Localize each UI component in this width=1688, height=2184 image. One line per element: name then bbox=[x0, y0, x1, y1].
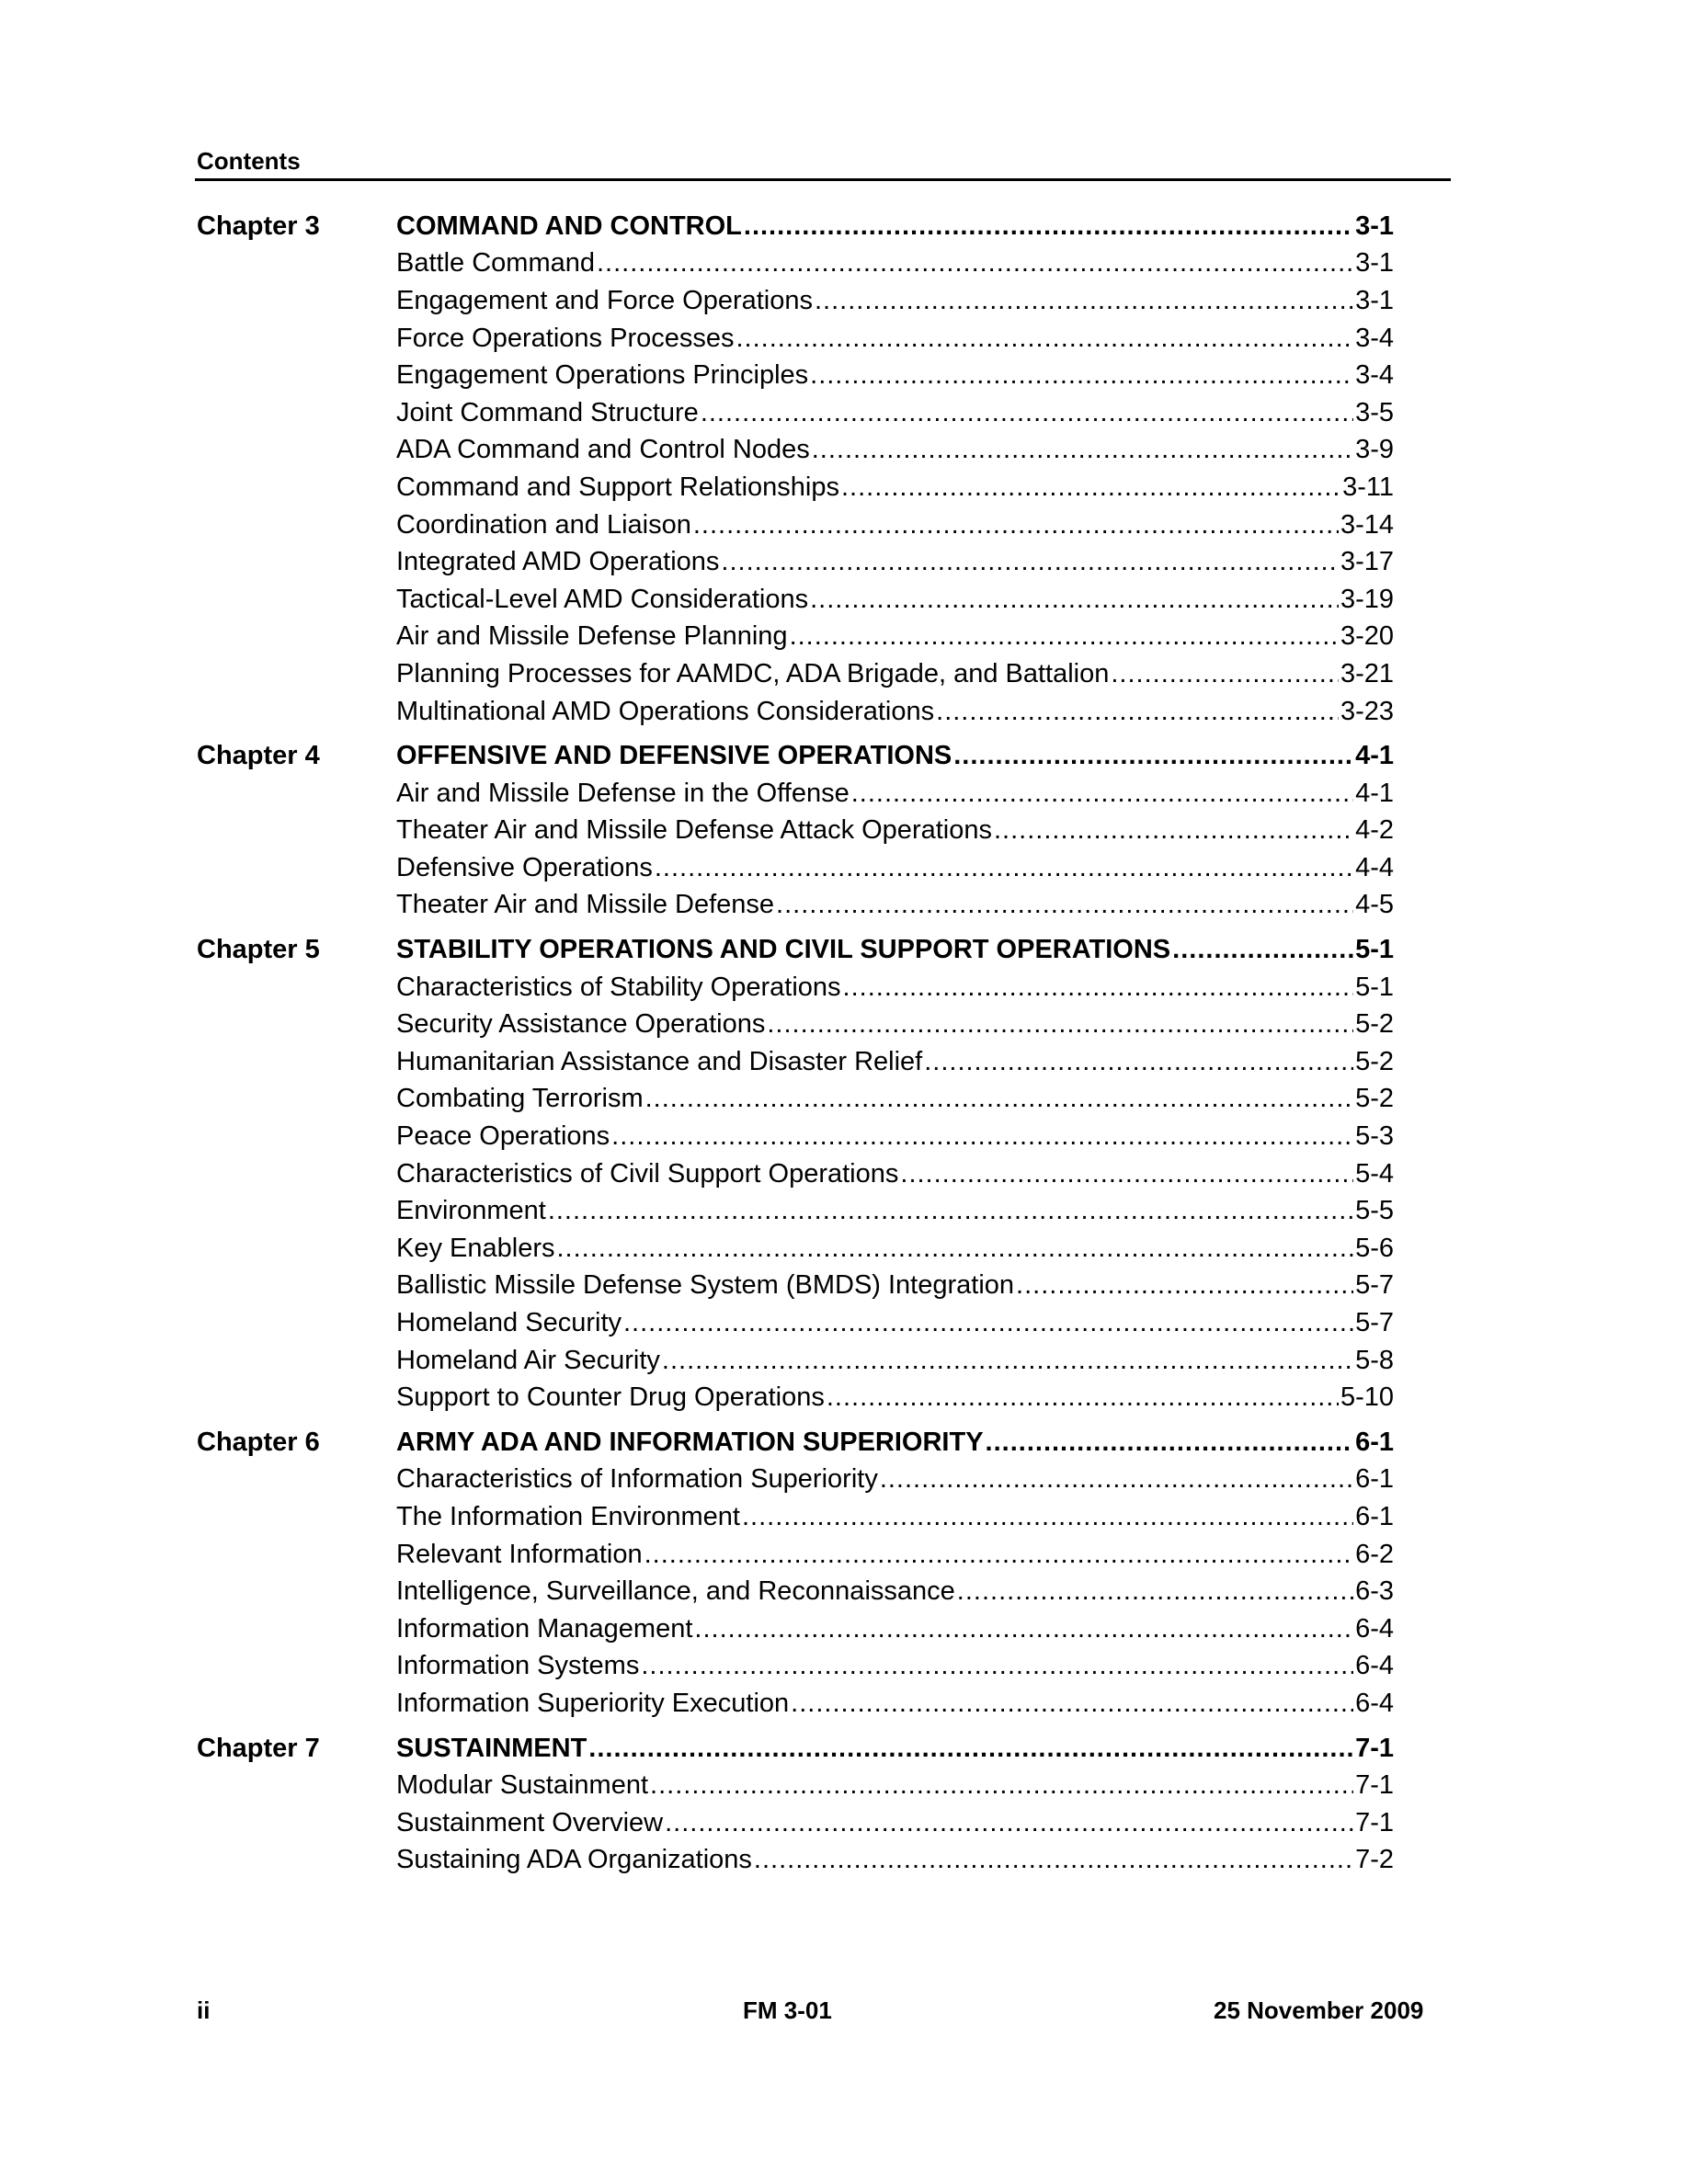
toc-entry-line bbox=[396, 1770, 1394, 1801]
leader-dots bbox=[810, 360, 1353, 391]
toc-entry-line bbox=[396, 510, 1394, 540]
chapter-title-line bbox=[396, 741, 1394, 771]
toc-entry-line bbox=[396, 547, 1394, 577]
toc-entry-page: 4-1 bbox=[1355, 778, 1394, 808]
chapter-title: SUSTAINMENT bbox=[396, 1733, 587, 1763]
toc-entry[interactable] bbox=[197, 245, 1394, 283]
leader-dots bbox=[767, 1009, 1353, 1040]
toc-entry[interactable] bbox=[197, 619, 1394, 656]
toc-entry-line bbox=[396, 324, 1394, 354]
toc-entry-title: Security Assistance Operations bbox=[396, 1009, 766, 1040]
toc-entry-line bbox=[396, 398, 1394, 428]
chapter-block bbox=[197, 208, 1394, 730]
toc-entry-line bbox=[396, 1808, 1394, 1838]
toc-entry-page: 5-6 bbox=[1355, 1233, 1394, 1263]
toc-entry-line bbox=[396, 435, 1394, 465]
leader-dots bbox=[557, 1234, 1354, 1264]
chapter-heading-row[interactable] bbox=[197, 1730, 1394, 1768]
leader-dots bbox=[957, 1576, 1353, 1607]
toc-entry[interactable] bbox=[197, 813, 1394, 850]
leader-dots bbox=[843, 973, 1354, 1003]
leader-dots bbox=[641, 1651, 1353, 1681]
toc-entry-page: 6-4 bbox=[1355, 1688, 1394, 1718]
toc-entry-title: Tactical-Level AMD Considerations bbox=[396, 584, 809, 614]
toc-entry-page: 3-14 bbox=[1340, 509, 1394, 540]
toc-entry-title: Information Superiority Execution bbox=[396, 1688, 790, 1718]
leader-dots bbox=[736, 324, 1353, 354]
toc-entry-page: 6-4 bbox=[1355, 1613, 1394, 1644]
toc-entry-page: 5-3 bbox=[1355, 1121, 1394, 1152]
toc-entry-title: Theater Air and Missile Defense Attack Operations bbox=[396, 815, 992, 846]
toc-entry-line bbox=[396, 248, 1394, 279]
toc-entry-page: 3-11 bbox=[1342, 472, 1394, 502]
leader-dots bbox=[994, 815, 1353, 846]
toc-entry-line bbox=[396, 1047, 1394, 1077]
toc-entry-title: Coordination and Liaison bbox=[396, 509, 691, 540]
toc-entry-line bbox=[396, 1651, 1394, 1681]
toc-entry[interactable] bbox=[197, 394, 1394, 432]
leader-dots bbox=[851, 779, 1353, 809]
toc-entry-title: Engagement and Force Operations bbox=[396, 285, 813, 315]
toc-entry[interactable] bbox=[197, 1081, 1394, 1119]
toc-entry-page: 6-1 bbox=[1355, 1501, 1394, 1531]
toc-entry-page: 3-9 bbox=[1355, 435, 1394, 465]
chapter-page: 4-1 bbox=[1355, 741, 1394, 771]
footer-page-number: ii bbox=[197, 1996, 211, 2024]
toc-entry-page: 3-4 bbox=[1355, 323, 1394, 353]
toc-entry[interactable] bbox=[197, 1006, 1394, 1043]
leader-dots bbox=[812, 435, 1353, 465]
toc-entry-title: Characteristics of Stability Operations bbox=[396, 972, 841, 1002]
toc-entry[interactable] bbox=[197, 1804, 1394, 1842]
chapter-heading-row[interactable] bbox=[197, 208, 1394, 245]
toc-entry-page: 5-7 bbox=[1355, 1270, 1394, 1301]
leader-dots bbox=[721, 547, 1339, 577]
toc-entry-line bbox=[396, 360, 1394, 391]
toc-entry-line bbox=[396, 1270, 1394, 1301]
chapter-label: Chapter 6 bbox=[197, 1427, 320, 1457]
leader-dots bbox=[776, 890, 1353, 920]
toc-entry-title: Environment bbox=[396, 1196, 546, 1226]
toc-entry-title: Information Management bbox=[396, 1613, 693, 1644]
toc-entry[interactable] bbox=[197, 581, 1394, 619]
chapter-page: 6-1 bbox=[1355, 1427, 1394, 1457]
leader-dots bbox=[655, 853, 1353, 883]
toc-entry-line bbox=[396, 1689, 1394, 1719]
toc-entry-page: 3-19 bbox=[1340, 584, 1394, 614]
toc-entry-line bbox=[396, 286, 1394, 316]
toc-entry-page: 3-17 bbox=[1340, 547, 1394, 577]
toc-entry-page: 4-5 bbox=[1355, 890, 1394, 920]
toc-entry-page: 5-1 bbox=[1355, 972, 1394, 1002]
toc-entry-line bbox=[396, 779, 1394, 809]
toc-entry-page: 6-2 bbox=[1355, 1539, 1394, 1569]
toc-entry-title: Homeland Security bbox=[396, 1308, 622, 1338]
toc-entry-title: Engagement Operations Principles bbox=[396, 360, 809, 391]
chapter-title: STABILITY OPERATIONS AND CIVIL SUPPORT OPERATIONS bbox=[396, 935, 1171, 965]
toc-entry[interactable] bbox=[197, 1462, 1394, 1499]
toc-entry[interactable] bbox=[197, 1767, 1394, 1804]
toc-entry-title: Theater Air and Missile Defense bbox=[396, 890, 775, 920]
toc-entry[interactable] bbox=[197, 1498, 1394, 1536]
toc-entry-page: 3-1 bbox=[1355, 248, 1394, 279]
toc-entry-line bbox=[396, 697, 1394, 727]
table-of-contents bbox=[197, 208, 1394, 1886]
toc-entry-title: Air and Missile Defense Planning bbox=[396, 621, 788, 652]
leader-dots bbox=[924, 1047, 1353, 1077]
toc-entry[interactable] bbox=[197, 1610, 1394, 1648]
toc-entry[interactable] bbox=[197, 320, 1394, 358]
chapter-label: Chapter 5 bbox=[197, 935, 320, 965]
leader-dots bbox=[936, 697, 1339, 727]
toc-entry[interactable] bbox=[197, 357, 1394, 394]
leader-dots bbox=[662, 1346, 1353, 1376]
toc-entry-page: 7-1 bbox=[1355, 1807, 1394, 1837]
toc-entry-line bbox=[396, 1346, 1394, 1376]
chapter-heading-row[interactable] bbox=[197, 931, 1394, 969]
chapter-block bbox=[197, 931, 1394, 1416]
toc-entry-title: Command and Support Relationships bbox=[396, 472, 839, 502]
toc-entry-page: 5-2 bbox=[1355, 1009, 1394, 1040]
toc-entry-page: 5-5 bbox=[1355, 1196, 1394, 1226]
chapter-title-line bbox=[396, 1428, 1394, 1458]
toc-entry-page: 4-2 bbox=[1355, 815, 1394, 846]
leader-dots bbox=[701, 398, 1353, 428]
chapter-title: OFFENSIVE AND DEFENSIVE OPERATIONS bbox=[396, 741, 952, 771]
leader-dots bbox=[744, 211, 1353, 242]
toc-entry[interactable] bbox=[197, 1573, 1394, 1610]
running-header: Contents bbox=[197, 147, 301, 175]
chapter-title: COMMAND AND CONTROL bbox=[396, 210, 742, 241]
leader-dots bbox=[900, 1159, 1353, 1189]
toc-entry[interactable] bbox=[197, 775, 1394, 813]
toc-entry-page: 5-10 bbox=[1340, 1382, 1394, 1413]
chapter-label: Chapter 3 bbox=[197, 210, 320, 241]
chapter-label: Chapter 4 bbox=[197, 741, 320, 771]
toc-entry[interactable] bbox=[197, 1842, 1394, 1880]
toc-entry-title: Force Operations Processes bbox=[396, 323, 735, 353]
toc-entry-page: 7-1 bbox=[1355, 1770, 1394, 1801]
toc-entry-line bbox=[396, 1084, 1394, 1114]
footer-manual-id: FM 3-01 bbox=[743, 1996, 832, 2024]
chapter-block bbox=[197, 1424, 1394, 1723]
toc-entry-page: 6-4 bbox=[1355, 1651, 1394, 1681]
toc-entry-title: Joint Command Structure bbox=[396, 397, 699, 427]
chapter-page: 5-1 bbox=[1355, 935, 1394, 965]
toc-entry-title: Planning Processes for AAMDC, ADA Brigade, and Battalion bbox=[396, 658, 1110, 688]
toc-entry[interactable] bbox=[197, 1379, 1394, 1416]
chapter-label: Chapter 7 bbox=[197, 1733, 320, 1763]
toc-entry-line bbox=[396, 1159, 1394, 1189]
leader-dots bbox=[650, 1770, 1353, 1801]
leader-dots bbox=[742, 1502, 1353, 1532]
leader-dots bbox=[1111, 659, 1339, 689]
toc-entry[interactable] bbox=[197, 1536, 1394, 1574]
toc-entry[interactable] bbox=[197, 1043, 1394, 1081]
toc-entry[interactable] bbox=[197, 1304, 1394, 1342]
toc-entry[interactable] bbox=[197, 469, 1394, 506]
toc-entry-title: Multinational AMD Operations Considerations bbox=[396, 696, 935, 726]
toc-entry-title: Combating Terrorism bbox=[396, 1084, 644, 1114]
leader-dots bbox=[597, 248, 1353, 279]
toc-entry-page: 3-21 bbox=[1340, 658, 1394, 688]
toc-entry-line bbox=[396, 1502, 1394, 1532]
leader-dots bbox=[815, 286, 1353, 316]
leader-dots bbox=[644, 1540, 1353, 1570]
toc-entry-title: Key Enablers bbox=[396, 1233, 555, 1263]
toc-entry-page: 3-5 bbox=[1355, 397, 1394, 427]
footer-date: 25 November 2009 bbox=[1214, 1996, 1424, 2024]
toc-entry[interactable] bbox=[197, 1118, 1394, 1155]
toc-entry-title: Information Systems bbox=[396, 1651, 640, 1681]
leader-dots bbox=[1172, 935, 1353, 965]
toc-entry-title: Ballistic Missile Defense System (BMDS) Integration bbox=[396, 1270, 1015, 1301]
toc-entry-title: Relevant Information bbox=[396, 1539, 643, 1569]
toc-entry-title: Peace Operations bbox=[396, 1121, 610, 1152]
header-rule bbox=[195, 178, 1451, 181]
toc-entry-title: Integrated AMD Operations bbox=[396, 547, 720, 577]
toc-entry-title: ADA Command and Control Nodes bbox=[396, 435, 810, 465]
leader-dots bbox=[588, 1734, 1353, 1764]
toc-entry[interactable] bbox=[197, 1685, 1394, 1723]
toc-entry-line bbox=[396, 1196, 1394, 1226]
toc-entry-page: 5-4 bbox=[1355, 1158, 1394, 1189]
toc-entry-title: Support to Counter Drug Operations bbox=[396, 1382, 825, 1413]
toc-entry[interactable] bbox=[197, 655, 1394, 693]
toc-entry-title: Defensive Operations bbox=[396, 852, 653, 882]
leader-dots bbox=[694, 1614, 1353, 1644]
leader-dots bbox=[790, 621, 1339, 652]
toc-entry-line bbox=[396, 1540, 1394, 1570]
chapter-heading-row[interactable] bbox=[197, 1424, 1394, 1462]
toc-entry[interactable] bbox=[197, 506, 1394, 544]
chapter-page: 3-1 bbox=[1355, 210, 1394, 241]
toc-entry-line bbox=[396, 1464, 1394, 1495]
toc-entry-line bbox=[396, 1009, 1394, 1040]
toc-entry[interactable] bbox=[197, 543, 1394, 581]
chapter-title-line bbox=[396, 211, 1394, 242]
leader-dots bbox=[1016, 1270, 1353, 1301]
toc-entry-page: 5-2 bbox=[1355, 1084, 1394, 1114]
toc-entry-page: 3-20 bbox=[1340, 621, 1394, 652]
toc-entry[interactable] bbox=[197, 887, 1394, 925]
toc-entry[interactable] bbox=[197, 1648, 1394, 1686]
toc-entry[interactable] bbox=[197, 1155, 1394, 1193]
chapter-page: 7-1 bbox=[1355, 1733, 1394, 1763]
toc-entry[interactable] bbox=[197, 693, 1394, 731]
chapter-title-line bbox=[396, 935, 1394, 965]
toc-entry-page: 6-1 bbox=[1355, 1464, 1394, 1495]
chapter-heading-row[interactable] bbox=[197, 737, 1394, 775]
leader-dots bbox=[623, 1308, 1353, 1338]
toc-entry-line bbox=[396, 1576, 1394, 1607]
chapter-title-line bbox=[396, 1734, 1394, 1764]
chapter-block bbox=[197, 1730, 1394, 1879]
toc-entry-line bbox=[396, 890, 1394, 920]
chapter-block bbox=[197, 737, 1394, 924]
toc-entry[interactable] bbox=[197, 1268, 1394, 1305]
toc-entry[interactable] bbox=[197, 969, 1394, 1007]
toc-entry-line bbox=[396, 853, 1394, 883]
toc-entry-page: 4-4 bbox=[1355, 852, 1394, 882]
toc-entry-line bbox=[396, 1382, 1394, 1413]
leader-dots bbox=[827, 1382, 1339, 1413]
leader-dots bbox=[880, 1464, 1353, 1495]
toc-entry-page: 3-23 bbox=[1340, 696, 1394, 726]
toc-entry-title: The Information Environment bbox=[396, 1501, 740, 1531]
toc-entry-line bbox=[396, 585, 1394, 615]
leader-dots bbox=[645, 1084, 1353, 1114]
leader-dots bbox=[548, 1196, 1353, 1226]
toc-entry-title: Sustainment Overview bbox=[396, 1807, 664, 1837]
leader-dots bbox=[693, 510, 1339, 540]
leader-dots bbox=[953, 741, 1353, 771]
toc-entry[interactable] bbox=[197, 282, 1394, 320]
toc-entry-line bbox=[396, 1614, 1394, 1644]
toc-entry-title: Battle Command bbox=[396, 248, 595, 279]
toc-entry-line bbox=[396, 1121, 1394, 1152]
toc-entry-page: 5-2 bbox=[1355, 1046, 1394, 1076]
leader-dots bbox=[841, 472, 1340, 503]
leader-dots bbox=[986, 1428, 1354, 1458]
toc-entry-title: Characteristics of Information Superiority bbox=[396, 1464, 878, 1495]
chapter-title: ARMY ADA AND INFORMATION SUPERIORITY bbox=[396, 1427, 984, 1457]
toc-entry-page: 7-2 bbox=[1355, 1845, 1394, 1875]
leader-dots bbox=[791, 1689, 1353, 1719]
toc-entry-line bbox=[396, 815, 1394, 846]
toc-entry-page: 3-4 bbox=[1355, 360, 1394, 391]
toc-entry[interactable] bbox=[197, 432, 1394, 470]
toc-entry[interactable] bbox=[197, 1230, 1394, 1268]
toc-entry-page: 6-3 bbox=[1355, 1576, 1394, 1607]
toc-entry-page: 5-8 bbox=[1355, 1345, 1394, 1375]
toc-entry-title: Modular Sustainment bbox=[396, 1770, 649, 1801]
toc-entry-title: Air and Missile Defense in the Offense bbox=[396, 778, 850, 808]
leader-dots bbox=[810, 585, 1339, 615]
leader-dots bbox=[611, 1121, 1353, 1152]
toc-entry-title: Sustaining ADA Organizations bbox=[396, 1845, 752, 1875]
toc-entry-line bbox=[396, 1845, 1394, 1875]
toc-entry-line bbox=[396, 472, 1394, 503]
toc-entry-line bbox=[396, 973, 1394, 1003]
leader-dots bbox=[754, 1845, 1353, 1875]
toc-entry-title: Homeland Air Security bbox=[396, 1345, 660, 1375]
toc-entry-title: Humanitarian Assistance and Disaster Relief bbox=[396, 1046, 923, 1076]
leader-dots bbox=[665, 1808, 1353, 1838]
toc-entry-title: Characteristics of Civil Support Operations bbox=[396, 1158, 899, 1189]
toc-entry-line bbox=[396, 659, 1394, 689]
toc-entry[interactable] bbox=[197, 1192, 1394, 1230]
toc-entry-line bbox=[396, 1308, 1394, 1338]
toc-entry-page: 3-1 bbox=[1355, 285, 1394, 315]
toc-entry[interactable] bbox=[197, 1342, 1394, 1380]
toc-entry-page: 5-7 bbox=[1355, 1308, 1394, 1338]
toc-entry-line bbox=[396, 1234, 1394, 1264]
toc-entry-title: Intelligence, Surveillance, and Reconnaissance bbox=[396, 1576, 955, 1607]
toc-entry[interactable] bbox=[197, 849, 1394, 887]
toc-entry-line bbox=[396, 621, 1394, 652]
